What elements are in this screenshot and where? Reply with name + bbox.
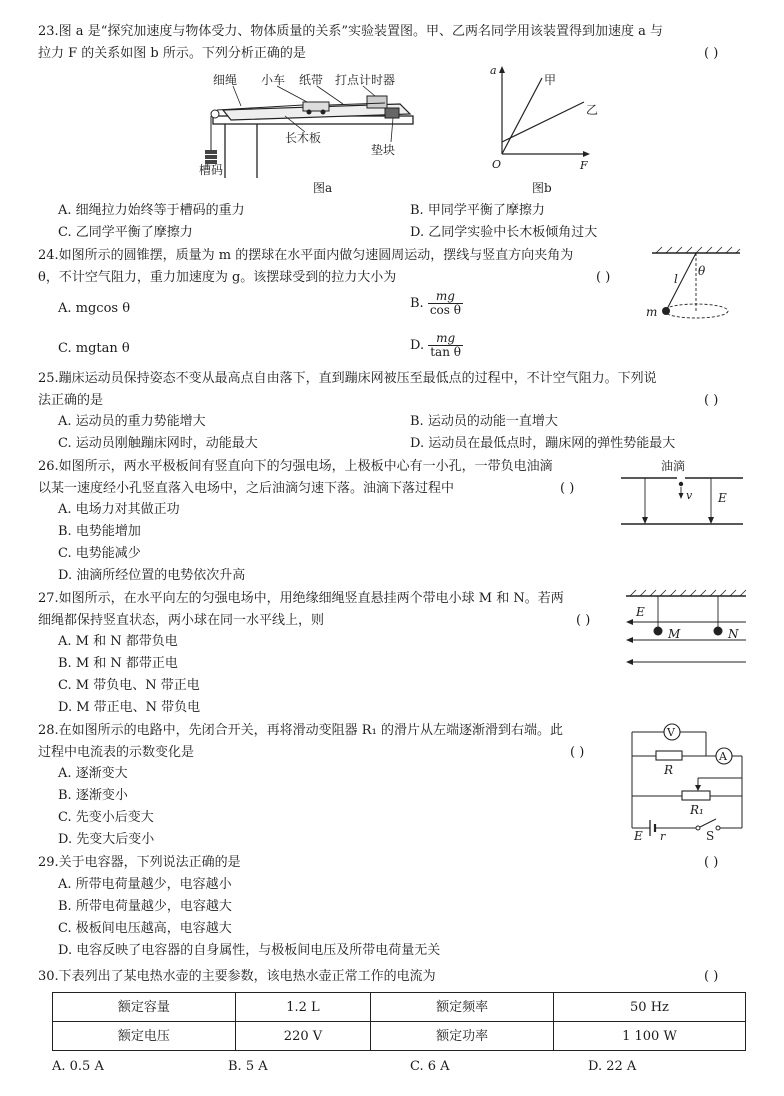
label-oil-drop: 油滴 bbox=[661, 459, 686, 473]
voltmeter-label: V bbox=[667, 726, 675, 739]
label-angle: θ bbox=[698, 264, 706, 278]
q27-option-d[interactable]: D. M 带正电、N 带负电 bbox=[58, 700, 201, 715]
q26-option-d[interactable]: D. 油滴所经位置的电势依次升高 bbox=[58, 568, 246, 583]
label-field: E bbox=[636, 605, 645, 619]
label-cart: 小车 bbox=[261, 73, 286, 87]
q28-option-b[interactable]: B. 逐渐变小 bbox=[58, 788, 128, 803]
table-cell: 额定频率 bbox=[371, 993, 554, 1022]
q24-option-d-fraction bbox=[428, 332, 463, 359]
kettle-spec-table bbox=[52, 992, 746, 1051]
origin-label: O bbox=[492, 158, 502, 171]
switch-label: S bbox=[706, 829, 715, 843]
q23-option-b[interactable]: B. 甲同学平衡了摩擦力 bbox=[410, 203, 545, 218]
table-cell: 1 100 W bbox=[553, 1022, 745, 1051]
table-cell: 额定电压 bbox=[53, 1022, 236, 1051]
q23-figure-b bbox=[488, 62, 598, 197]
frac-num: mg bbox=[428, 332, 463, 346]
ammeter-label: A bbox=[719, 750, 727, 763]
q29-answer-paren: ( ) bbox=[704, 855, 719, 870]
q27-option-b[interactable]: B. M 和 N 都带正电 bbox=[58, 656, 178, 671]
q24-stem-line1: 24.如图所示的圆锥摆，质量为 m 的摆球在水平面内做匀速圆周运动，摆线与竖直方向夹角为 bbox=[38, 248, 574, 263]
table-cell: 1.2 L bbox=[235, 993, 371, 1022]
q23-option-c[interactable]: C. 乙同学平衡了摩擦力 bbox=[58, 225, 193, 240]
q23-figure-a bbox=[195, 70, 425, 200]
q29-stem-line1: 29.关于电容器，下列说法正确的是 bbox=[38, 855, 241, 870]
q24-conical-pendulum-figure bbox=[640, 245, 750, 330]
q25-option-b[interactable]: B. 运动员的动能一直增大 bbox=[410, 414, 558, 429]
q27-stem-line1: 27.如图所示，在水平向左的匀强电场中，用绝缘细绳竖直悬挂两个带电小球 M 和 N。若两 bbox=[38, 591, 564, 606]
q30-option-a[interactable]: A. 0.5 A bbox=[52, 1059, 104, 1074]
q23-stem-line2: 拉力 F 的关系如图 b 所示。下列分析正确的是 bbox=[38, 46, 306, 61]
axis-a-label: a bbox=[490, 64, 497, 77]
q25-stem-line2: 法正确的是 bbox=[38, 393, 104, 408]
q25-option-d[interactable]: D. 运动员在最低点时，蹦床网的弹性势能最大 bbox=[410, 436, 676, 451]
frac-den: cos θ bbox=[429, 303, 461, 317]
label-weight: 槽码 bbox=[199, 163, 224, 177]
label-board: 长木板 bbox=[285, 131, 322, 145]
internal-resistance-label: r bbox=[660, 830, 666, 843]
label-ball-m: M bbox=[668, 627, 681, 641]
q29-option-a[interactable]: A. 所带电荷量越少，电容越小 bbox=[58, 877, 232, 892]
q29-option-c[interactable]: C. 极板间电压越高，电容越大 bbox=[58, 921, 232, 936]
q24-option-d[interactable] bbox=[410, 332, 463, 359]
line-yi-label: 乙 bbox=[586, 103, 599, 117]
q24-answer-paren: ( ) bbox=[596, 270, 611, 285]
rheostat-r1-label: R₁ bbox=[690, 803, 704, 817]
label-ball-n: N bbox=[728, 627, 739, 641]
caption-fig-a: 图a bbox=[313, 181, 333, 195]
frac-num: mg bbox=[428, 290, 463, 304]
q26-answer-paren: ( ) bbox=[560, 481, 575, 496]
table-cell: 额定功率 bbox=[371, 1022, 554, 1051]
q24-stem-line2: θ，不计空气阻力，重力加速度为 g。该摆球受到的拉力大小为 bbox=[38, 270, 397, 285]
resistor-r-label: R bbox=[664, 763, 674, 777]
q24-option-a[interactable]: A. mgcos θ bbox=[58, 301, 131, 316]
q28-answer-paren: ( ) bbox=[570, 745, 585, 760]
label-tape: 纸带 bbox=[299, 73, 324, 87]
q30-option-d[interactable]: D. 22 A bbox=[588, 1059, 637, 1074]
frac-den: tan θ bbox=[430, 345, 461, 359]
q30-option-b[interactable]: B. 5 A bbox=[228, 1059, 268, 1074]
label-length: l bbox=[674, 272, 678, 286]
q26-option-a[interactable]: A. 电场力对其做正功 bbox=[58, 502, 180, 517]
q24-option-c[interactable]: C. mgtan θ bbox=[58, 341, 130, 356]
label-field: E bbox=[718, 491, 727, 505]
q26-capacitor-field-figure bbox=[615, 456, 750, 531]
q27-stem-line2: 细绳都保持竖直状态，两小球在同一水平线上，则 bbox=[38, 613, 325, 628]
emf-label: E bbox=[634, 829, 643, 843]
q27-option-c[interactable]: C. M 带负电、N 带正电 bbox=[58, 678, 200, 693]
q28-stem-line1: 28.在如图所示的电路中，先闭合开关，再将滑动变阻器 R₁ 的滑片从左端逐渐滑到右端。此 bbox=[38, 723, 563, 738]
q28-circuit-figure bbox=[620, 716, 750, 842]
q30-option-c[interactable]: C. 6 A bbox=[410, 1059, 450, 1074]
q28-option-a[interactable]: A. 逐渐变大 bbox=[58, 766, 128, 781]
table-row bbox=[53, 1022, 746, 1051]
q23-option-d[interactable]: D. 乙同学实验中长木板倾角过大 bbox=[410, 225, 598, 240]
label-mass: m bbox=[646, 305, 658, 319]
q24-option-b[interactable] bbox=[410, 290, 463, 317]
q28-option-d[interactable]: D. 先变大后变小 bbox=[58, 832, 155, 847]
q25-answer-paren: ( ) bbox=[704, 393, 719, 408]
q28-stem-line2: 过程中电流表的示数变化是 bbox=[38, 745, 195, 760]
q25-option-a[interactable]: A. 运动员的重力势能增大 bbox=[58, 414, 206, 429]
q28-option-c[interactable]: C. 先变小后变大 bbox=[58, 810, 154, 825]
q26-option-c[interactable]: C. 电势能减少 bbox=[58, 546, 141, 561]
table-row bbox=[53, 993, 746, 1022]
q29-option-d[interactable]: D. 电容反映了电容器的自身属性，与极板间电压及所带电荷量无关 bbox=[58, 943, 441, 958]
q26-stem-line2: 以某一速度经小孔竖直落入电场中，之后油滴匀速下落。油滴下落过程中 bbox=[38, 481, 455, 496]
label-pad: 垫块 bbox=[371, 143, 396, 157]
q25-option-c[interactable]: C. 运动员刚触蹦床网时，动能最大 bbox=[58, 436, 258, 451]
label-rope: 细绳 bbox=[213, 73, 238, 87]
q24-option-b-fraction bbox=[428, 290, 463, 317]
table-cell: 50 Hz bbox=[553, 993, 745, 1022]
q30-answer-paren: ( ) bbox=[704, 969, 719, 984]
table-cell: 220 V bbox=[235, 1022, 371, 1051]
q30-stem-line1: 30.下表列出了某电热水壶的主要参数，该电热水壶正常工作的电流为 bbox=[38, 969, 436, 984]
axis-f-label: F bbox=[580, 159, 588, 172]
caption-fig-b: 图b bbox=[532, 181, 552, 195]
q24-option-b-prefix: B. bbox=[410, 296, 424, 311]
line-jia-label: 甲 bbox=[544, 73, 557, 87]
q26-option-b[interactable]: B. 电势能增加 bbox=[58, 524, 141, 539]
q27-option-a[interactable]: A. M 和 N 都带负电 bbox=[58, 634, 178, 649]
q25-stem-line1: 25.蹦床运动员保持姿态不变从最高点自由落下，直到蹦床网被压至最低点的过程中，不计空气阻力。下列说 bbox=[38, 371, 657, 386]
q29-option-b[interactable]: B. 所带电荷量越少，电容越大 bbox=[58, 899, 232, 914]
q27-charged-balls-figure bbox=[620, 588, 750, 670]
table-cell: 额定容量 bbox=[53, 993, 236, 1022]
q27-answer-paren: ( ) bbox=[576, 613, 591, 628]
q23-answer-paren: ( ) bbox=[704, 46, 719, 61]
label-velocity: v bbox=[686, 489, 693, 502]
q24-option-d-prefix: D. bbox=[410, 338, 425, 353]
label-timer: 打点计时器 bbox=[335, 73, 396, 87]
q23-option-a[interactable]: A. 细绳拉力始终等于槽码的重力 bbox=[58, 203, 245, 218]
q26-stem-line1: 26.如图所示，两水平极板间有竖直向下的匀强电场，上极板中心有一小孔，一带负电油滴 bbox=[38, 459, 553, 474]
q23-stem-line1: 23.图 a 是“探究加速度与物体受力、物体质量的关系”实验装置图。甲、乙两名同学用该装置得到加速度 a 与 bbox=[38, 24, 663, 39]
